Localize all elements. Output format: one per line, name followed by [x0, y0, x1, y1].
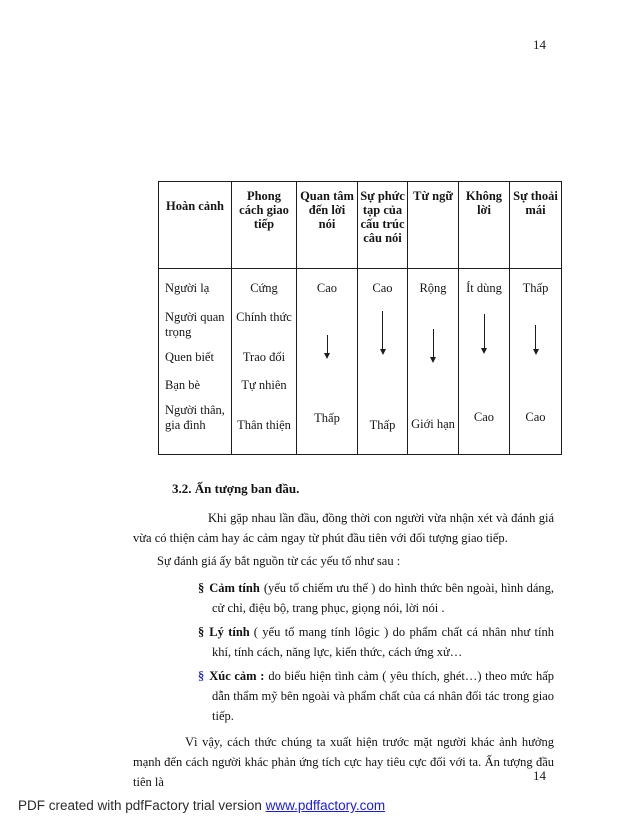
table-cell: Trao đổi [242, 350, 286, 364]
paragraph-conclusion: Vì vậy, cách thức chúng ta xuất hiện trước mặt người khác ảnh hưởng mạnh đến cách người khác phản ứng tích cực hay tiêu cực đối với ta. Ấn tượng đầu tiên là [133, 735, 554, 789]
table-cell: Người quan trọng [165, 310, 225, 339]
table-header-nonverbal: Không lời [459, 182, 509, 269]
table-column-situation [159, 182, 232, 454]
footer-text: PDF created with pdfFactory trial version [18, 798, 266, 813]
table-body-vocabulary [408, 269, 458, 454]
table-header-style: Phong cách giao tiếp [232, 182, 296, 269]
communication-style-table [158, 181, 562, 455]
down-arrow-icon [430, 329, 436, 363]
table-cell: Tự nhiên [241, 378, 287, 392]
section-marker-icon: § [198, 625, 205, 639]
bullet-text: ( yếu tố mang tính lôgic ) do phẩm chất cá nhân như tính khí, tính cách, năng lực, kiến thức, cách ứng xử… [212, 625, 554, 659]
table-cell-top: Cao [372, 281, 393, 295]
table-header-comfort: Sự thoải mái [510, 182, 561, 269]
table-cell: Cứng [250, 281, 278, 295]
table-header-situation: Hoàn cảnh [159, 182, 231, 269]
section-marker-icon: § [198, 581, 205, 595]
table-header-attention: Quan tâm đến lời nói [297, 182, 357, 269]
table-cell-top: Rộng [419, 281, 447, 295]
table-cell-top: Cao [316, 281, 338, 295]
table-body-situation [159, 269, 231, 454]
table-cell-top: Ít dùng [466, 281, 502, 295]
list-item-cam-tinh [198, 578, 554, 618]
table-body-comfort [510, 269, 561, 454]
list-item-xuc-cam [198, 666, 554, 726]
table-column-complexity [358, 182, 408, 454]
table-column-style [232, 182, 297, 454]
table-cell: Bạn bè [165, 378, 201, 392]
table-cell-bottom: Giới hạn [411, 417, 455, 431]
table-cell: Quen biết [165, 350, 214, 364]
table-column-comfort [510, 182, 561, 454]
section-content [133, 455, 554, 792]
table-header-vocabulary: Từ ngữ [408, 182, 458, 269]
paragraph-factors-intro: Sự đánh giá ấy bắt nguồn từ các yếu tố như sau : [157, 554, 401, 568]
paragraph-first-impression: Khi gặp nhau lần đầu, đồng thời con người vừa nhận xét và đánh giá vừa có thiện cảm hay ác cảm ngay từ phút đầu tiên với đối tượng giao tiếp. [133, 511, 554, 545]
bullet-term: Lý tính [209, 625, 250, 639]
table-body-attention [297, 269, 357, 454]
section-marker-icon: § [198, 669, 205, 683]
down-arrow-icon [324, 335, 330, 359]
bullet-term: Xúc cảm : [209, 669, 265, 683]
down-arrow-icon [533, 325, 539, 355]
table-cell: Người thân, gia đình [165, 403, 225, 432]
down-arrow-icon [380, 311, 386, 355]
page-number-bottom: 14 [533, 768, 546, 783]
table-cell-bottom: Thấp [369, 418, 396, 432]
table-cell: Thân thiện [237, 418, 291, 432]
table-body-complexity [358, 269, 407, 454]
table-column-vocabulary [408, 182, 459, 454]
down-arrow-icon [481, 314, 487, 354]
table-cell-bottom: Cao [525, 410, 546, 424]
table-header-complexity: Sự phức tạp của cấu trúc câu nói [358, 182, 407, 269]
table-column-attention [297, 182, 358, 454]
table-body-style [232, 269, 296, 454]
table-cell: Người lạ [165, 281, 210, 295]
pdffactory-footer [18, 798, 385, 813]
table-cell-bottom: Thấp [314, 411, 340, 425]
table-body-nonverbal [459, 269, 509, 454]
section-heading: 3.2. Ấn tượng ban đầu. [172, 481, 300, 496]
page-number-top: 14 [533, 37, 546, 52]
table-cell: Chính thức [236, 310, 292, 324]
table-column-nonverbal [459, 182, 510, 454]
bullet-term: Cảm tính [209, 581, 260, 595]
footer-link[interactable]: www.pdffactory.com [265, 798, 386, 813]
bullet-text: (yếu tố chiếm ưu thế ) do hình thức bên ngoài, hình dáng, cử chỉ, điệu bộ, trang phục, giọng nói, lời nói . [212, 581, 554, 615]
table-cell-top: Thấp [522, 281, 549, 295]
list-item-ly-tinh [198, 622, 554, 662]
bullet-text: do biểu hiện tình cảm ( yêu thích, ghét…) theo mức hấp dẫn thẩm mỹ bên ngoài và phẩm chất của cá nhân đối tác trong giao tiếp. [212, 669, 554, 723]
factor-list [198, 578, 554, 726]
table-cell-bottom: Cao [473, 410, 495, 424]
